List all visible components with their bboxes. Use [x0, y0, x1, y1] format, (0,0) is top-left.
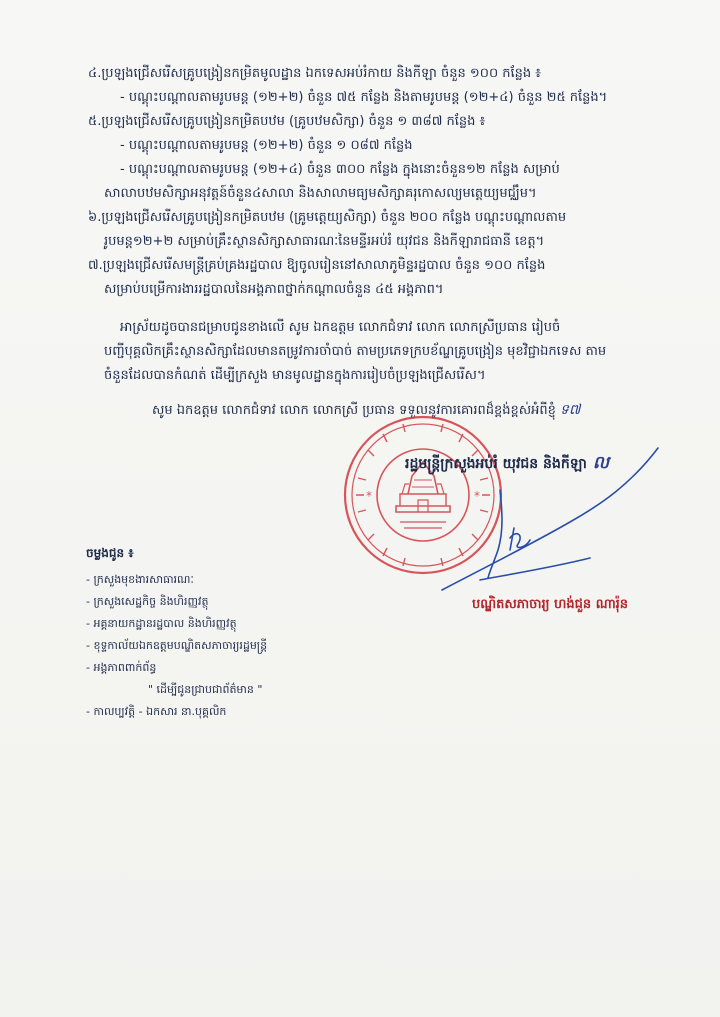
handwritten-page-note: ទ៧: [560, 402, 581, 418]
signature-icon: [440, 430, 670, 600]
letter-line: រូបមន្ត១២+២ សម្រាប់គ្រឹះស្ថានសិក្សាសាធារណៈនៃមន្ទីរអប់រំ យុវជន និងកីឡារាជធានី ខេត្ត។: [104, 234, 545, 249]
cc-item: - អង្គភាពពាក់ព័ន្ធ: [86, 661, 157, 674]
closing-text: សូម ឯកឧត្តម លោកជំទាវ លោក លោកស្រី ប្រធាន ទទួលនូវការគោរពដ៏ខ្ពង់ខ្ពស់អំពីខ្ញុំ: [152, 403, 556, 418]
paragraph-gap: [88, 302, 668, 316]
minister-initial: ល: [592, 453, 609, 473]
letter-line: ៤.ប្រឡងជ្រើសរើសគ្រូបង្រៀនកម្រិតមូលដ្ឋាន ឯកទេសអប់រំកាយ និងកីឡា ចំនួន ១០០ កន្លែង ៖: [88, 66, 542, 81]
letter-line: ៦.ប្រឡងជ្រើសរើសគ្រូបង្រៀនកម្រិតបឋម (គ្រូមត្តេយ្យសិក្សា) ចំនួន ២០០ កន្លែង បណ្តុះបណ្តាលតាម: [88, 210, 567, 225]
cc-heading: ចម្លងជូន ៖: [86, 546, 134, 560]
letter-line: ៧.ប្រឡងជ្រើសរើសមន្ត្រីគ្រប់គ្រងរដ្ឋបាល ឱ្យចូលរៀននៅសាលាភូមិន្ទរដ្ឋបាល ចំនួន ១០០ កន្លែង: [88, 258, 546, 273]
letter-line: ៥.ប្រឡងជ្រើសរើសគ្រូបង្រៀនកម្រិតបឋម (គ្រូបឋមសិក្សា) ចំនួន ១ ៣៨៧ កន្លែង ៖: [88, 114, 486, 129]
svg-text:*: *: [474, 489, 480, 503]
cc-item: - ក្រសួងមុខងារសាធារណៈ: [86, 573, 194, 586]
cc-item: - អគ្គនាយកដ្ឋានរដ្ឋបាល និងហិរញ្ញវត្ថុ: [86, 617, 237, 630]
signer-name: បណ្ឌិតសភាចារ្យ ហង់ជួន ណារ៉ុន: [472, 597, 629, 612]
cc-note: " ដើម្បីជូនជ្រាបជាព័ត៌មាន ": [148, 683, 263, 696]
letter-body: [88, 62, 668, 388]
cc-item: - ខុទ្ទកាល័យឯកឧត្តមបណ្ឌិតសភាចារ្យរដ្ឋមន្ត្រី: [86, 639, 268, 652]
letter-line: - បណ្តុះបណ្តាលតាមរូបមន្ត (១២+២) ចំនួន ៧៥ កន្លែង និងតាមរូបមន្ត (១២+៤) ចំនួន ២៥ កន្លែង។: [120, 90, 608, 105]
letter-line: អាស្រ័យដូចបានជម្រាបជូនខាងលើ សូម ឯកឧត្តម លោកជំទាវ លោក លោកស្រីប្រធាន រៀបចំ: [120, 320, 561, 335]
letter-line: ចំនួនដែលបានកំណត់ ដើម្បីក្រសួង មានមូលដ្ឋានក្នុងការរៀបចំប្រឡងជ្រើសរើស។: [104, 368, 486, 383]
letter-line: - បណ្តុះបណ្តាលតាមរូបមន្ត (១២+៤) ចំនួន ៣០០ កន្លែង ក្នុងនោះចំនួន១២ កន្លែង សម្រាប់: [120, 162, 560, 177]
minister-title-text: រដ្ឋមន្ត្រីក្រសួងអប់រំ យុវជន និងកីឡា: [405, 456, 587, 472]
letter-line: បញ្ជីបុគ្គលិកគ្រឹះស្ថានសិក្សាដែលមានតម្រូវការចាំបាច់ តាមប្រភេទក្របខ័ណ្ឌគ្រូបង្រៀន មុខវិជ្ជាឯកទេស តាម: [104, 344, 607, 359]
letter-line: - បណ្តុះបណ្តាលតាមរូបមន្ត (១២+២) ចំនួន ១ ០៨៧ កន្លែង: [120, 138, 413, 153]
cc-last-item: - កាលប្បវត្តិ - ឯកសារ នា.បុគ្គលិក: [86, 705, 227, 718]
cc-list: [86, 545, 386, 723]
letter-line: សម្រាប់បម្រើការងាររដ្ឋបាលនៃអង្គភាពថ្នាក់កណ្តាលចំនួន ៤៥ អង្គភាព។: [104, 282, 444, 297]
cc-item: - ក្រសួងសេដ្ឋកិច្ច និងហិរញ្ញវត្ថុ: [86, 595, 209, 608]
svg-text:*: *: [366, 489, 372, 503]
letter-line: សាលាបឋមសិក្សាអនុវត្តន៍ចំនួន៤សាលា និងសាលាមធ្យមសិក្សាគរុកោសល្យមត្តេយ្យមជ្ឈឹម។: [104, 186, 537, 201]
